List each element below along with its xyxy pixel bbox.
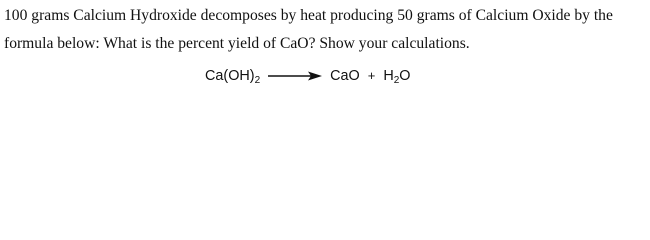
reactant-subscript: 2 [254, 75, 261, 86]
plus-sign: + [367, 67, 376, 83]
product-cao: CaO [330, 68, 360, 84]
reaction-arrow-icon [268, 70, 322, 82]
product-water: $H_2O$ [383, 68, 411, 86]
reactant-formula: $Ca(OH)_2$ [205, 68, 261, 86]
chemical-equation [205, 64, 411, 88]
water-subscript: 2 [393, 75, 400, 86]
question-text: 100 grams Calcium Hydroxide decomposes by heat producing 50 grams of Calcium Oxide by the formula below: What is the percent yield of CaO? Show your calculations. [4, 7, 613, 52]
